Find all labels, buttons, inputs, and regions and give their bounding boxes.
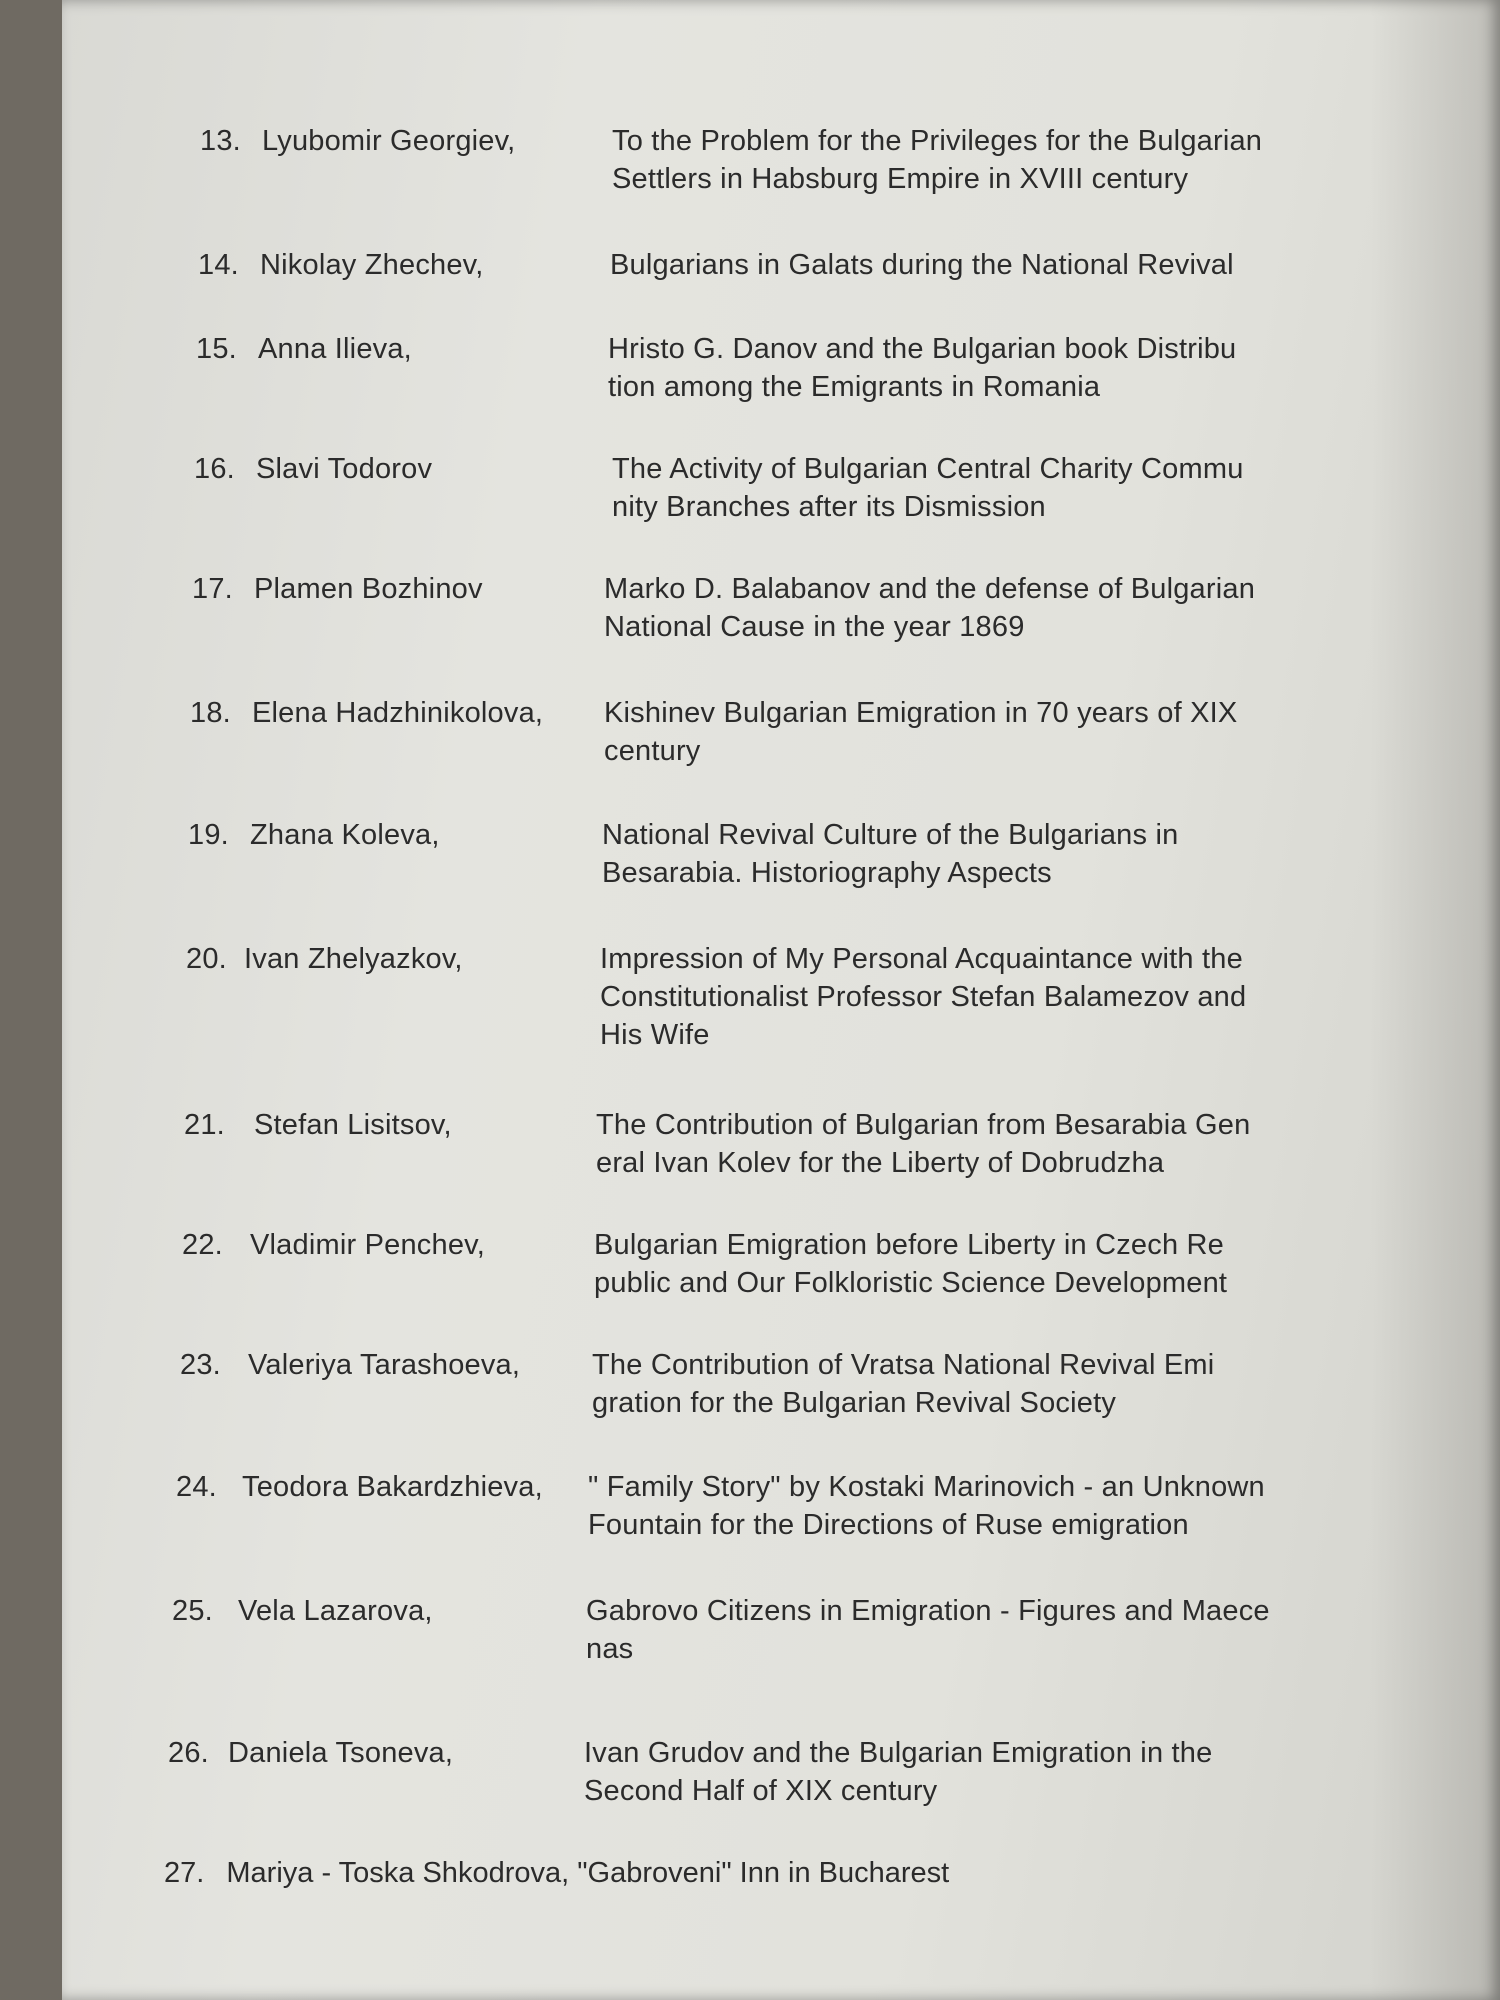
entry-author: Daniela Tsoneva, [228, 1737, 454, 1769]
entry-title: Bulgarian Emigration before Liberty in Czech Re public and Our Folkloristic Science Development [594, 1229, 1228, 1299]
entry-number: 16. [194, 453, 235, 485]
entry-number: 15. [196, 333, 237, 365]
entry-number: 25. [172, 1595, 213, 1627]
entry-number: 17. [192, 573, 233, 605]
entry-title: The Activity of Bulgarian Central Charity Commu nity Branches after its Dismission [612, 453, 1244, 523]
entry-author: Zhana Koleva, [250, 819, 440, 851]
entry-number: 26. [168, 1737, 209, 1769]
entry-author: Elena Hadzhinikolova, [252, 697, 544, 729]
entry-number: 27. [164, 1857, 205, 1889]
entry-author: Valeriya Tarashoeva, [248, 1349, 521, 1381]
entry-author: Vela Lazarova, [238, 1595, 433, 1627]
entry-number: 22. [182, 1229, 223, 1261]
entry-number: 19. [188, 819, 229, 851]
entry-number: 24. [176, 1471, 217, 1503]
entry-author: Teodora Bakardzhieva, [242, 1471, 543, 1503]
entry-title: Bulgarians in Galats during the National Revival [610, 249, 1234, 281]
entry-title: Marko D. Balabanov and the defense of Bulgarian National Cause in the year 1869 [604, 573, 1256, 643]
list-item-last [164, 1854, 949, 1892]
entry-author: Plamen Bozhinov [254, 573, 483, 605]
entry-title: Gabrovo Citizens in Emigration - Figures and Maece nas [586, 1595, 1270, 1665]
entry-author: Stefan Lisitsov, [254, 1109, 452, 1141]
entry-title: Kishinev Bulgarian Emigration in 70 years of XIX century [604, 697, 1238, 767]
entry-number: 13. [200, 125, 241, 157]
entry-title: Impression of My Personal Acquaintance with the Constitutionalist Professor Stefan Balamezov and His Wife [600, 943, 1247, 1051]
entry-author: Lyubomir Georgiev, [262, 125, 516, 157]
entry-author: Ivan Zhelyazkov, [244, 943, 463, 975]
entry-title: To the Problem for the Privileges for the Bulgarian Settlers in Habsburg Empire in XVIII century [612, 125, 1263, 195]
entry-title: Hristo G. Danov and the Bulgarian book Distribu tion among the Emigrants in Romania [608, 333, 1237, 403]
entry-title: " Family Story" by Kostaki Marinovich - an Unknown Fountain for the Directions of Ruse emigration [588, 1471, 1265, 1541]
entry-text: Mariya - Toska Shkodrova, "Gabroveni" Inn in Bucharest [226, 1857, 950, 1889]
entry-number: 14. [198, 249, 239, 281]
entry-title: The Contribution of Vratsa National Revival Emi gration for the Bulgarian Revival Society [592, 1349, 1215, 1419]
entry-number: 18. [190, 697, 231, 729]
entry-number: 21. [184, 1109, 225, 1141]
entry-author: Anna Ilieva, [258, 333, 412, 365]
entry-title: Ivan Grudov and the Bulgarian Emigration in the Second Half of XIX century [584, 1737, 1213, 1807]
entry-title: The Contribution of Bulgarian from Besarabia Gen eral Ivan Kolev for the Liberty of Dobrudzha [596, 1109, 1251, 1179]
entry-title: National Revival Culture of the Bulgarians in Besarabia. Historiography Aspects [602, 819, 1179, 889]
entry-number: 20. [186, 943, 227, 975]
entry-author: Slavi Todorov [256, 453, 433, 485]
entry-number: 23. [180, 1349, 221, 1381]
entry-author: Nikolay Zhechev, [260, 249, 484, 281]
entry-author: Vladimir Penchev, [250, 1229, 485, 1261]
